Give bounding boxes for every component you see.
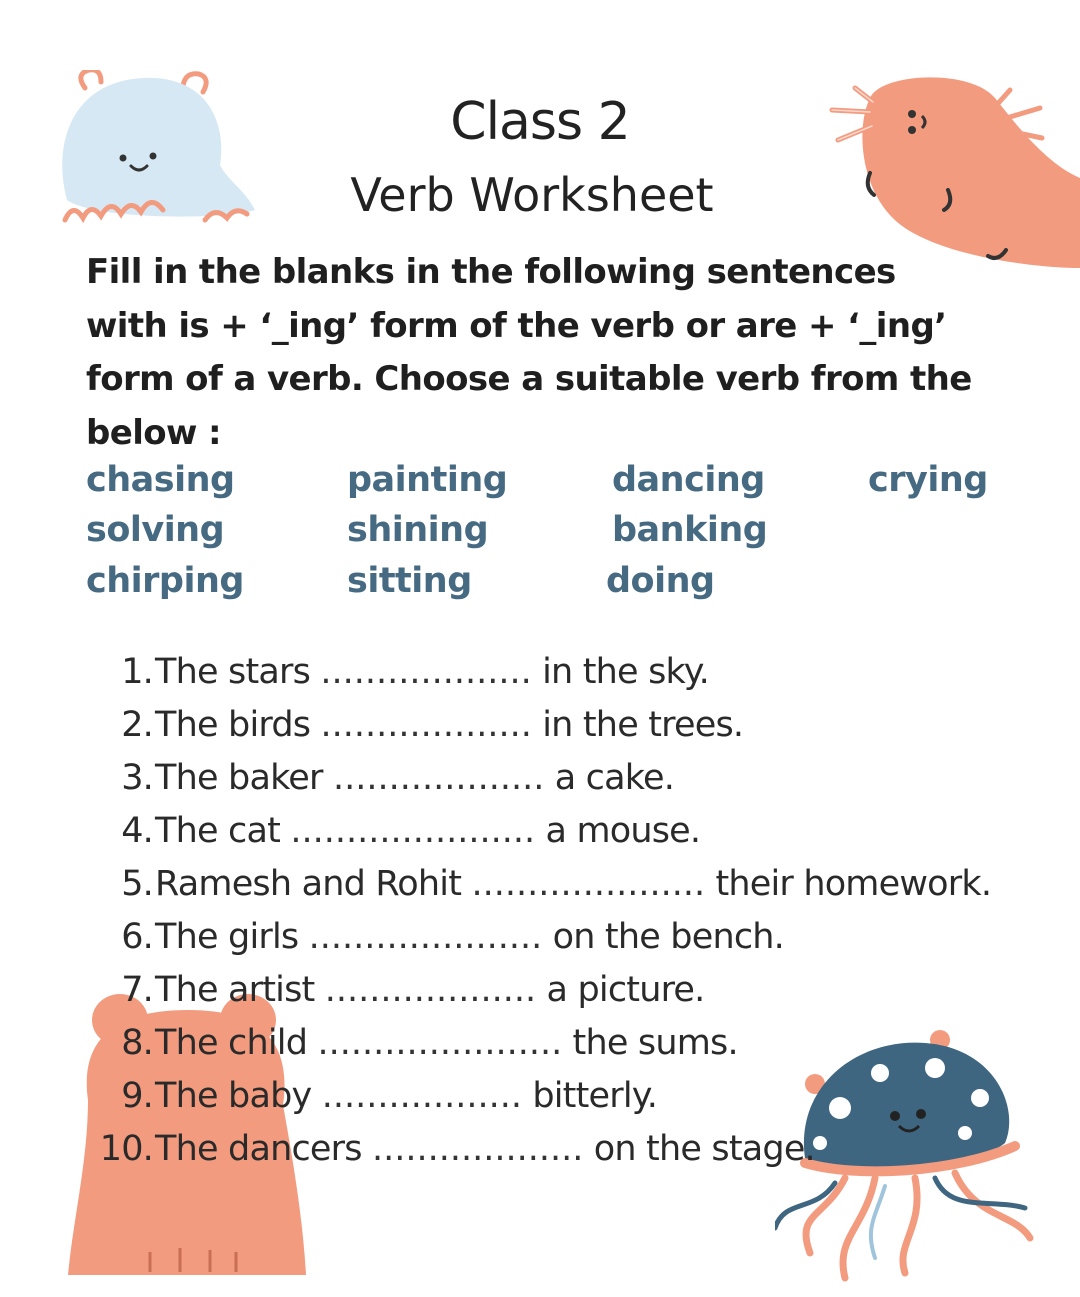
question-item xyxy=(121,758,675,798)
question-number: 3. xyxy=(121,758,153,798)
instructions xyxy=(86,246,1016,460)
worksheet-title: Verb Worksheet xyxy=(350,168,714,222)
question-blank[interactable]: ..................... xyxy=(471,864,706,904)
question-subject: The girls xyxy=(155,917,299,957)
question-item xyxy=(121,705,744,745)
question-item xyxy=(121,811,701,851)
question-subject: The artist xyxy=(155,970,315,1010)
word-bank-item: doing xyxy=(606,561,715,601)
question-subject: The stars xyxy=(155,652,311,692)
question-number: 10. xyxy=(99,1129,153,1169)
question-ending: a picture. xyxy=(546,970,705,1010)
question-item xyxy=(121,970,705,1010)
question-item xyxy=(121,917,784,957)
question-subject: The baby xyxy=(155,1076,312,1116)
question-subject: The dancers xyxy=(155,1129,362,1169)
question-blank[interactable]: ................... xyxy=(324,970,537,1010)
question-ending: on the bench. xyxy=(552,917,784,957)
question-ending: in the sky. xyxy=(542,652,710,692)
question-item xyxy=(99,1129,815,1169)
word-bank-item: dancing xyxy=(612,460,765,500)
question-number: 7. xyxy=(121,970,153,1010)
question-blank[interactable]: ...................... xyxy=(290,811,536,851)
question-number: 9. xyxy=(121,1076,153,1116)
question-number: 6. xyxy=(121,917,153,957)
question-number: 4. xyxy=(121,811,153,851)
question-ending: on the stage. xyxy=(593,1129,815,1169)
word-bank-item: crying xyxy=(868,460,988,500)
question-item xyxy=(121,652,710,692)
question-blank[interactable]: ................... xyxy=(320,705,532,745)
question-item xyxy=(121,864,992,904)
word-bank-item: sitting xyxy=(347,561,472,601)
word-bank-item: chirping xyxy=(86,561,244,601)
question-blank[interactable]: ...................... xyxy=(317,1023,563,1063)
question-subject: The baker xyxy=(155,758,323,798)
question-ending: a cake. xyxy=(554,758,675,798)
question-ending: their homework. xyxy=(715,864,992,904)
word-bank-item: chasing xyxy=(86,460,235,500)
word-bank-item: shining xyxy=(347,510,489,550)
instruction-line: below : xyxy=(86,412,222,453)
question-blank[interactable]: ................... xyxy=(332,758,545,798)
question-number: 8. xyxy=(121,1023,153,1063)
question-blank[interactable]: .................. xyxy=(321,1076,523,1116)
question-subject: The birds xyxy=(155,705,311,745)
instruction-line: form of a verb. Choose a suitable verb from the xyxy=(86,359,972,399)
instruction-line: with is + ‘_ing’ form of the verb or are + ‘_ing’ xyxy=(86,305,947,346)
question-subject: The cat xyxy=(155,811,281,851)
question-blank[interactable]: ................... xyxy=(320,652,532,692)
question-number: 1. xyxy=(121,652,153,692)
class-title: Class 2 xyxy=(450,92,630,152)
question-blank[interactable]: ................... xyxy=(372,1129,584,1169)
question-subject: Ramesh and Rohit xyxy=(155,864,462,904)
question-ending: a mouse. xyxy=(545,811,701,851)
instruction-line: Fill in the blanks in the following sentences xyxy=(86,252,896,292)
word-bank-item: banking xyxy=(612,510,768,550)
question-item xyxy=(121,1023,738,1063)
question-number: 2. xyxy=(121,705,153,745)
word-bank-item: painting xyxy=(347,460,508,500)
question-subject: The child xyxy=(155,1023,308,1063)
question-number: 5. xyxy=(121,864,153,904)
question-item xyxy=(121,1076,658,1116)
word-bank-item: solving xyxy=(86,510,225,550)
question-ending: the sums. xyxy=(572,1023,738,1063)
question-blank[interactable]: ..................... xyxy=(308,917,543,957)
question-ending: in the trees. xyxy=(542,705,744,745)
question-ending: bitterly. xyxy=(532,1076,658,1116)
